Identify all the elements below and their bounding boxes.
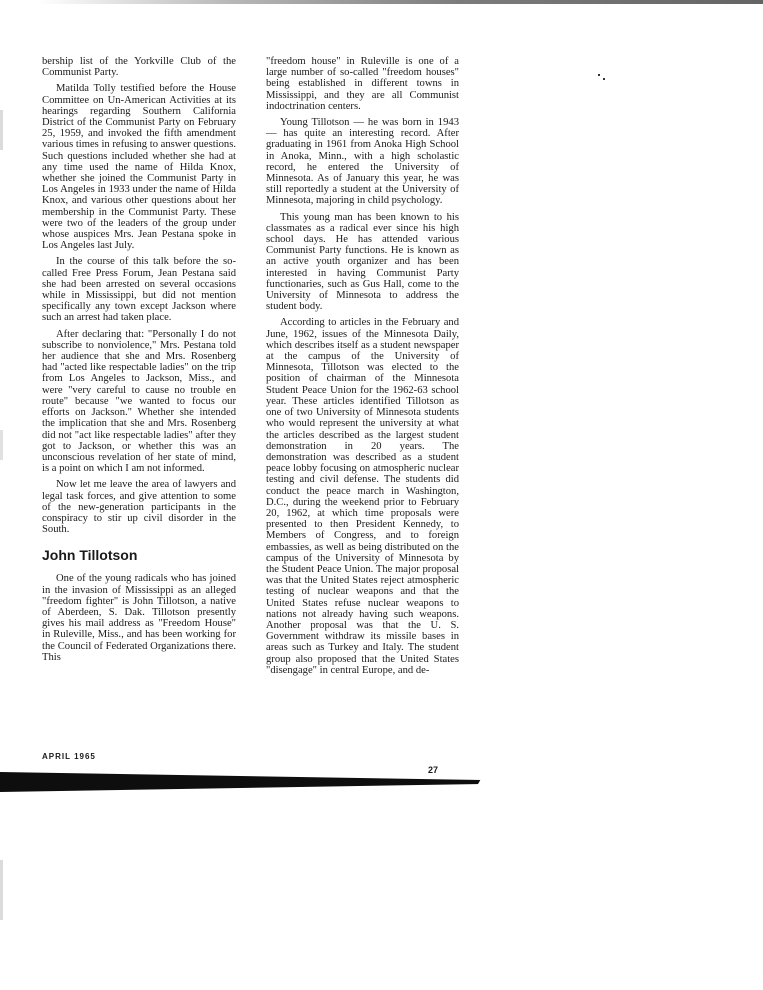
paragraph: This young man has been known to his classmates as a radical ever since his high school days. He has attended various Communist Party functions. He is known as an active youth organizer and has been interested in having Communist Party functionaries, such as Gus Hall, come to the University of Minnesota to address the student body. [266,211,459,313]
left-column [42,56,236,668]
section-heading: John Tillotson [42,547,138,564]
paragraph: "freedom house" in Ruleville is one of a large number of so-called "freedom houses" being established in different towns in Mississippi, and they are all Communist indoctrination centers. [266,56,459,112]
paragraph: In the course of this talk before the so-called Free Press Forum, Jean Pestana said she had been arrested on several occasions while in Mississippi, but did not mention specifically any town except Jackson where such an arrest had taken place. [42,256,236,324]
page-number: 27 [428,765,439,775]
scan-top-edge [0,0,763,4]
page-binding-shadow [0,772,482,792]
right-column [266,56,459,681]
paragraph: According to articles in the February and June, 1962, issues of the Minnesota Daily, which describes itself as a student newspaper at the campus of the University of Minnesota, Tillotson was elected to the position of chairman of the Minnesota Student Peace Union for the 1962-63 school year. These articles identified Tillotson as one of two University of Minnesota students who would represent the university at what the articles described as the largest student demonstration in 20 years. The demonstration was described as a student peace lobby focusing on atmospheric nuclear testing and civil defense. The students did conduct the peace march in Washington, D.C., during the weekend prior to February 20, 1962, at which time proposals were presented to then President Kennedy, to Members of Congress, and to foreign embassies, as well as being distributed on the campus of the University of Minnesota by the Student Peace Union. The major proposal was that the United States reject atmospheric testing of nuclear weapons and that the United States refuse nuclear weapons to nations not already having such weapons. Another proposal was that the U. S. Government withdraw its missile bases in areas such as Turkey and Italy. The student group also proposed that the United States "disengage" in central Europe, and de- [266,317,459,676]
scan-margin-mark [0,110,3,150]
paragraph: Young Tillotson — he was born in 1943 — has quite an interesting record. After graduating in 1961 from Anoka High School in Anoka, Minn., with a high scholastic record, he entered the University of Minnesota. As of January this year, he was still reportedly a student at the University of Minnesota, majoring in child psychology. [266,117,459,207]
paragraph: After declaring that: "Personally I do not subscribe to nonviolence," Mrs. Pestana told her audience that she and Mrs. Rosenberg had "acted like respectable ladies" on the trip from Los Angeles to Jackson, Miss., and were "very careful to cause no trouble en route" because "we wanted to focus our efforts on Jackson." Whether she intended the implication that she and Mrs. Rosenberg did not "act like respectable ladies" after they got to Jackson, or whether this was an unconscious revelation of her state of mind, is a point on which I am not informed. [42,328,236,475]
issue-date: APRIL 1965 [42,752,96,761]
scan-margin-mark [0,430,3,460]
scan-dust-speck [598,74,600,76]
scan-dust-speck [603,78,605,80]
paragraph: Now let me leave the area of lawyers and legal task forces, and give attention to some of the new-generation participants in the conspiracy to stir up civil disorder in the South. [42,479,236,536]
paragraph: Matilda Tolly testified before the House Committee on Un-American Activities at its hearings regarding Southern California District of the Communist Party on February 25, 1959, and invoked the fifth amendment various times in refusing to answer questions. Such questions included whether she had at any time used the name of Hilda Knox, whether she joined the Communist Party in Los Angeles in 1933 under the name of Hilda Knox, and various other questions about her membership in the Communist Party. These were two of the leaders of the group under whose auspices Mrs. Jean Pestana spoke in Los Angeles last July. [42,83,236,252]
scan-margin-mark [0,860,3,920]
paragraph: One of the young radicals who has joined in the invasion of Mississippi as an alleged "freedom fighter" is John Tillotson, a native of Aberdeen, S. Dak. Tillotson presently gives his mail address as "Freedom House" in Ruleville, Miss., and has been working for the Council of Federated Organizations there. This [42,573,236,663]
paragraph: bership list of the Yorkville Club of the Communist Party. [42,56,236,79]
